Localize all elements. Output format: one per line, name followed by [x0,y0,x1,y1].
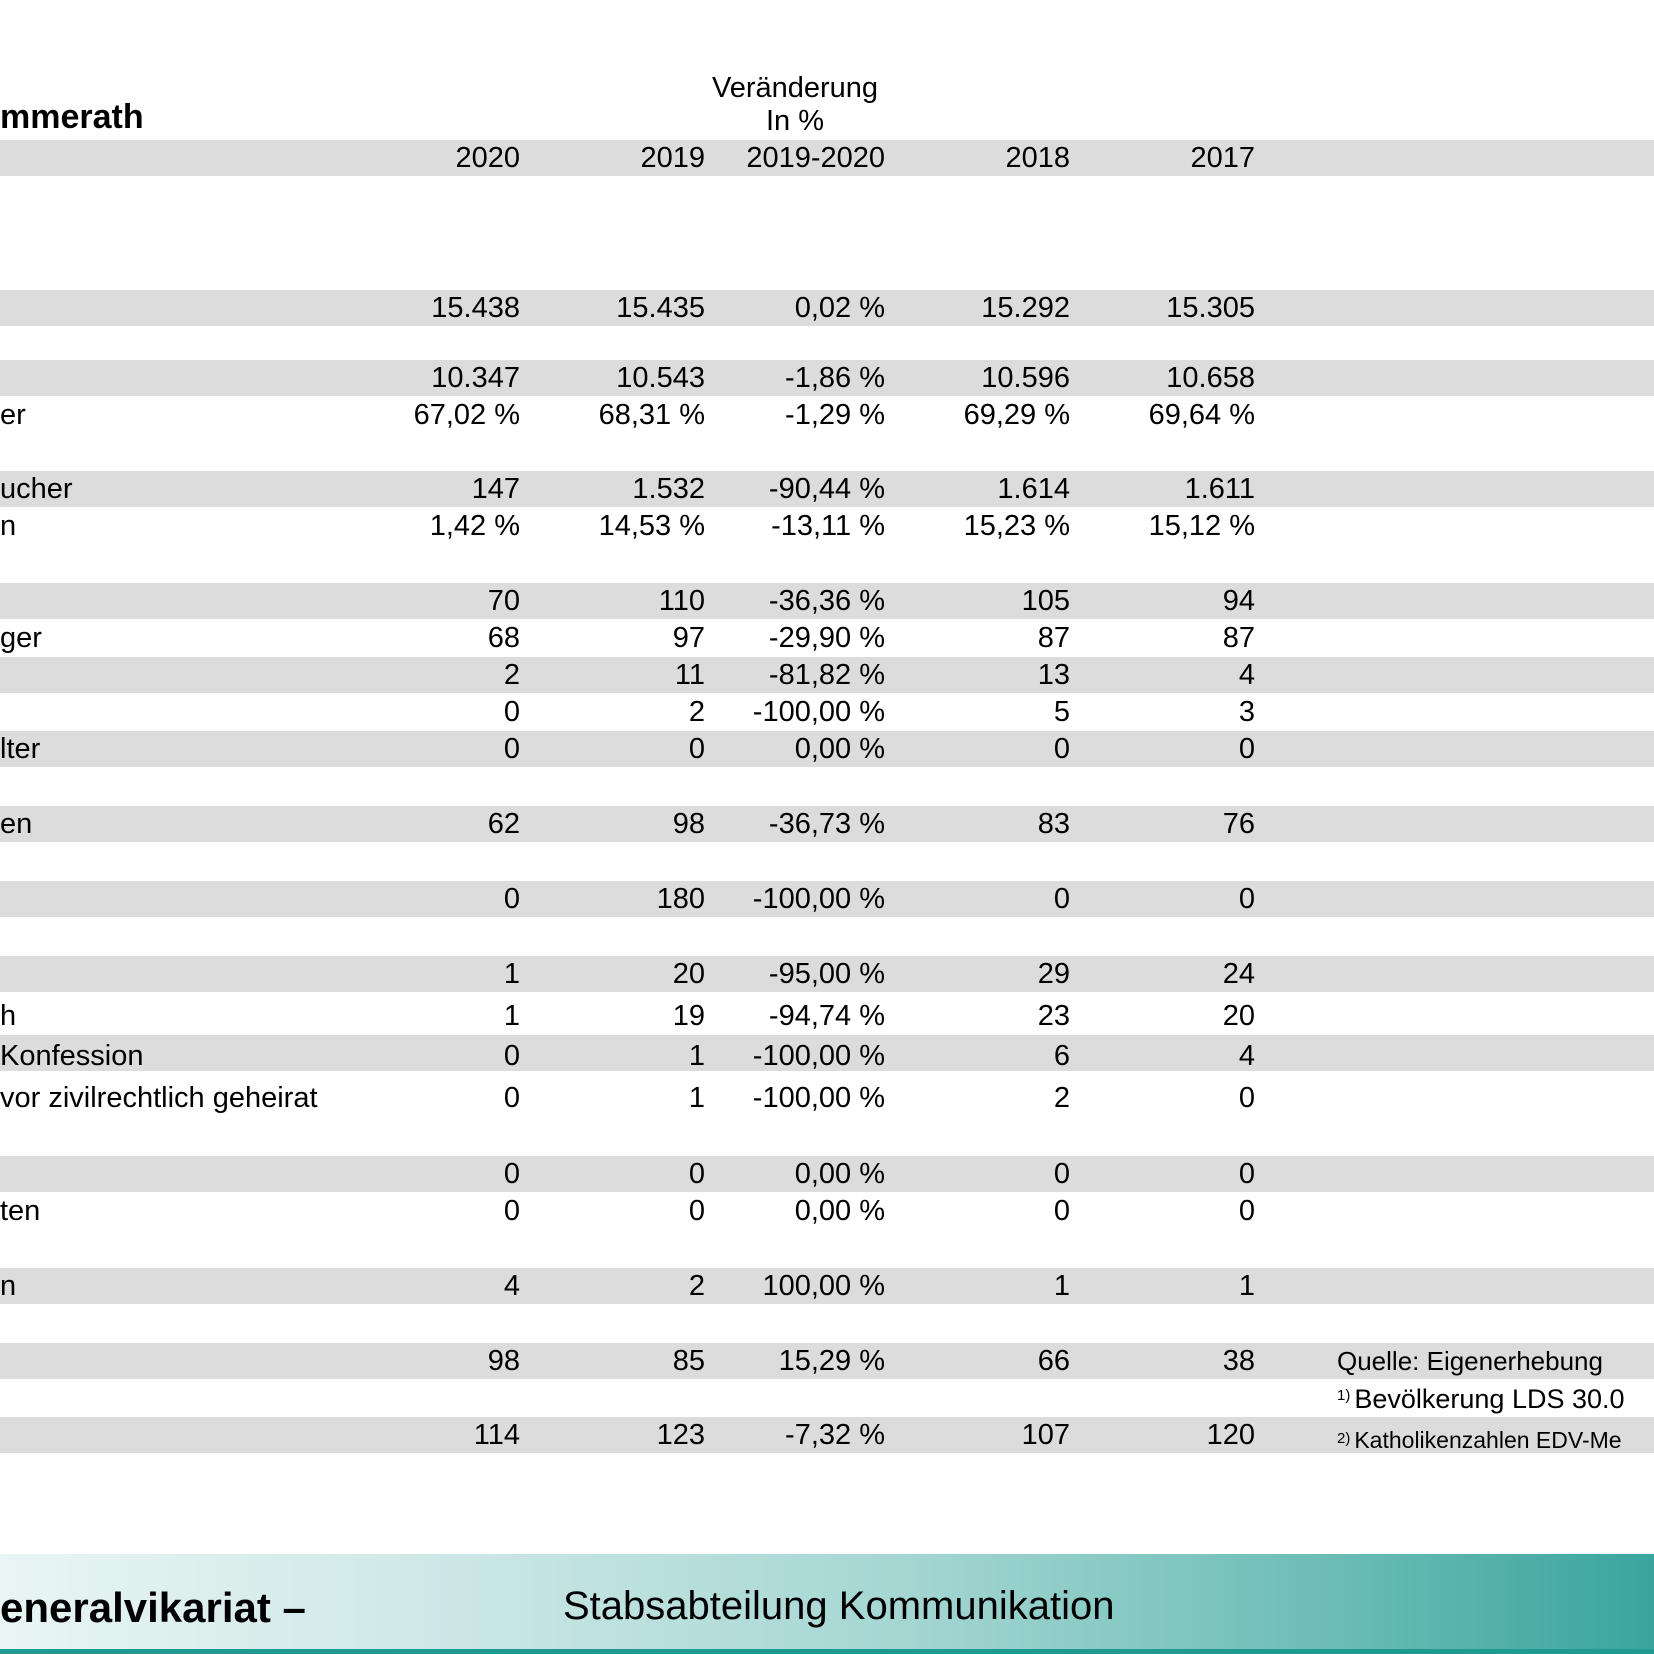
cell-2020: 0 [503,1195,520,1227]
cell-change: -100,00 % [752,1082,885,1114]
cell-change: -100,00 % [752,696,885,728]
cell-2017: 4 [1238,659,1255,691]
row-label: ger [0,622,42,654]
cell-change: -100,00 % [752,1040,885,1072]
column-header: 2020 [455,142,520,174]
change-column-heading-line2: In % [765,105,825,137]
cell-change: -1,29 % [785,399,885,431]
cell-2020: 0 [503,733,520,765]
cell-2020: 15.438 [431,292,520,324]
cell-2019: 20 [672,958,705,990]
cell-2019: 11 [674,659,705,691]
row-label: Konfession [0,1040,144,1072]
cell-2020: 1,42 % [429,510,520,542]
table-row [0,1080,1654,1116]
table-row [0,881,1654,917]
cell-2017: 15,12 % [1148,510,1255,542]
cell-2018: 105 [1021,585,1070,617]
cell-2017: 1.611 [1184,473,1255,505]
cell-2020: 0 [503,1040,520,1072]
cell-2020: 0 [503,696,520,728]
table-row [0,694,1654,730]
cell-2018: 0 [1053,733,1070,765]
cell-2020: 147 [471,473,520,505]
footnote-1 [1337,1384,1625,1415]
cell-2019: 2 [688,696,705,728]
table-row [0,1156,1654,1192]
footnote-2 [1337,1427,1622,1454]
cell-2019: 110 [658,585,705,617]
cell-2018: 83 [1037,808,1070,840]
column-header: 2019 [640,142,705,174]
cell-change: 100,00 % [762,1270,885,1302]
row-label: vor zivilrechtlich geheirat [0,1082,318,1114]
cell-2019: 180 [656,883,705,915]
cell-2019: 1.532 [632,473,705,505]
column-header: 2019-2020 [746,142,885,174]
cell-2019: 0 [688,1158,705,1190]
footer-department: Stabsabteilung Kommunikation [563,1584,1115,1628]
cell-2019: 1 [688,1040,705,1072]
table-header-row [0,140,1654,176]
cell-2019: 2 [688,1270,705,1302]
cell-2020: 114 [473,1419,520,1451]
cell-2017: 0 [1238,733,1255,765]
cell-2019: 98 [672,808,705,840]
cell-2017: 0 [1238,1158,1255,1190]
row-label: er [0,399,26,431]
cell-2020: 62 [487,808,520,840]
table-row [0,290,1654,326]
cell-change: 0,02 % [794,292,885,324]
cell-2018: 10.596 [981,362,1070,394]
cell-2017: 120 [1206,1419,1255,1451]
cell-change: -36,36 % [768,585,885,617]
row-label: lter [0,733,41,765]
cell-2017: 3 [1238,696,1255,728]
cell-change: -7,32 % [785,1419,885,1451]
source-note: Quelle: Eigenerhebung [1337,1346,1603,1376]
table-row [0,1038,1654,1074]
cell-2018: 1.614 [997,473,1070,505]
cell-change: -29,90 % [768,622,885,654]
cell-2017: 15.305 [1166,292,1255,324]
cell-change: 0,00 % [794,1158,885,1190]
cell-change: -95,00 % [768,958,885,990]
cell-2017: 20 [1222,1000,1255,1032]
row-label: en [0,808,33,840]
cell-2020: 0 [503,883,520,915]
table-row [0,1193,1654,1229]
cell-2018: 0 [1053,1195,1070,1227]
cell-2018: 13 [1037,659,1070,691]
footnote-1-text: Bevölkerung LDS 30.0 [1354,1384,1625,1414]
table-row [0,731,1654,767]
cell-2020: 1 [503,1000,520,1032]
cell-2019: 14,53 % [598,510,705,542]
table-row [0,471,1654,507]
change-column-heading-line1: Veränderung [711,72,879,104]
cell-2020: 1 [503,958,520,990]
cell-2017: 0 [1238,883,1255,915]
cell-change: 0,00 % [794,1195,885,1227]
cell-2018: 66 [1037,1345,1070,1377]
cell-2017: 76 [1222,808,1255,840]
cell-2018: 87 [1037,622,1070,654]
cell-2019: 0 [688,733,705,765]
cell-2019: 85 [672,1345,705,1377]
cell-2017: 0 [1238,1195,1255,1227]
footer-accent-line [0,1649,1654,1654]
table-row [0,360,1654,396]
cell-2018: 29 [1037,958,1070,990]
table-row [0,508,1654,544]
table-row [0,657,1654,693]
table-row [0,806,1654,842]
cell-2020: 0 [503,1082,520,1114]
cell-2019: 68,31 % [598,399,705,431]
cell-2017: 4 [1238,1040,1255,1072]
cell-2017: 38 [1222,1345,1255,1377]
cell-change: 0,00 % [794,733,885,765]
cell-2018: 0 [1053,1158,1070,1190]
cell-change: -36,73 % [768,808,885,840]
footer-organization: eneralvikariat – [0,1584,306,1631]
cell-2017: 69,64 % [1148,399,1255,431]
cell-2017: 1 [1238,1270,1255,1302]
cell-2018: 15.292 [981,292,1070,324]
row-label: ucher [0,473,73,505]
table-row [0,998,1654,1034]
cell-2019: 1 [688,1082,705,1114]
cell-2018: 0 [1053,883,1070,915]
row-label: n [0,1270,17,1302]
cell-2017: 10.658 [1166,362,1255,394]
table-row [0,956,1654,992]
cell-change: 15,29 % [778,1345,885,1377]
row-label: h [0,1000,17,1032]
cell-2018: 1 [1053,1270,1070,1302]
cell-2020: 2 [503,659,520,691]
cell-2020: 0 [503,1158,520,1190]
cell-change: -94,74 % [768,1000,885,1032]
table-row [0,583,1654,619]
cell-2019: 123 [656,1419,705,1451]
cell-change: -81,82 % [768,659,885,691]
cell-2018: 15,23 % [963,510,1070,542]
cell-2019: 0 [688,1195,705,1227]
cell-2019: 19 [672,1000,705,1032]
cell-2018: 69,29 % [963,399,1070,431]
cell-2018: 5 [1053,696,1070,728]
footnote-1-mark: 1) [1337,1387,1351,1404]
cell-2020: 67,02 % [413,399,520,431]
footnote-2-text: Katholikenzahlen EDV-Me [1354,1427,1622,1453]
table-row [0,1268,1654,1304]
column-header: 2018 [1005,142,1070,174]
column-header: 2017 [1190,142,1255,174]
cell-2017: 24 [1222,958,1255,990]
cell-2020: 98 [487,1345,520,1377]
cell-2019: 97 [672,622,705,654]
cell-2018: 6 [1053,1040,1070,1072]
cell-2020: 70 [487,585,520,617]
cell-2020: 4 [503,1270,520,1302]
row-label: ten [0,1195,41,1227]
cell-change: -1,86 % [785,362,885,394]
cell-2018: 2 [1053,1082,1070,1114]
cell-2019: 15.435 [616,292,705,324]
table-row [0,620,1654,656]
cell-2020: 10.347 [431,362,520,394]
footnote-2-mark: 2) [1337,1430,1351,1447]
cell-change: -100,00 % [752,883,885,915]
cell-2017: 87 [1222,622,1255,654]
cell-change: -13,11 % [771,510,885,542]
cell-change: -90,44 % [768,473,885,505]
cell-2018: 107 [1021,1419,1070,1451]
table-row [0,397,1654,433]
page-title: mmerath [0,98,144,136]
cell-2017: 94 [1222,585,1255,617]
cell-2018: 23 [1037,1000,1070,1032]
cell-2020: 68 [487,622,520,654]
cell-2017: 0 [1238,1082,1255,1114]
cell-2019: 10.543 [616,362,705,394]
row-label: n [0,510,17,542]
